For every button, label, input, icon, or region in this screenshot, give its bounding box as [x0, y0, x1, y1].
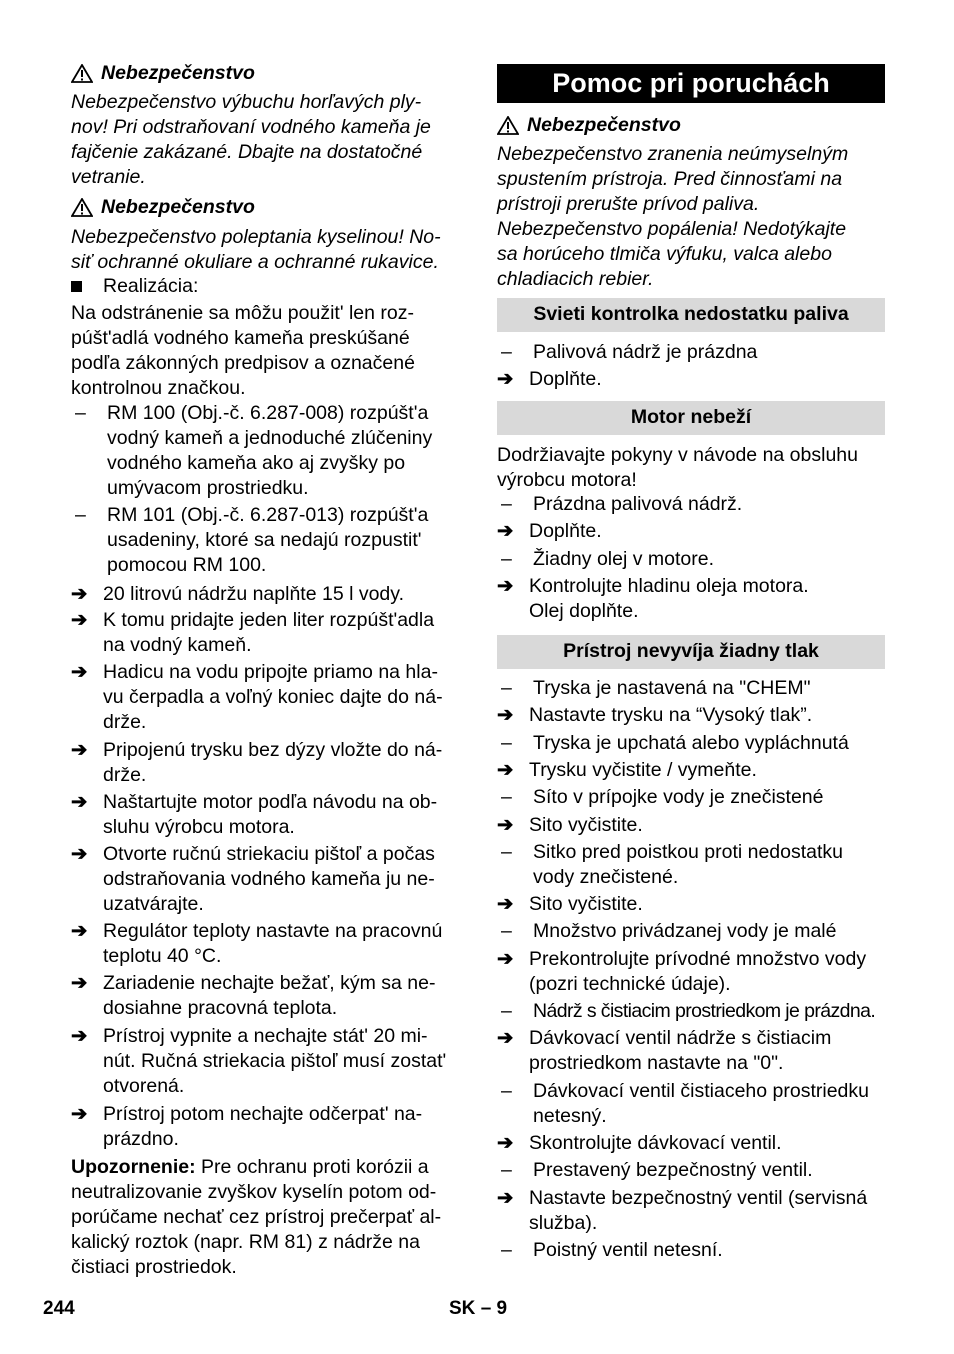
dash-bullet: –	[501, 1080, 512, 1102]
text-line: Skontrolujte dávkovací ventil.	[529, 1132, 782, 1154]
text-line: odstraňovania vodného kameňa ju ne-	[103, 868, 435, 890]
text-line: Nebezpečenstvo zranenia neúmyselným	[497, 143, 849, 165]
dash-bullet: –	[501, 1159, 512, 1181]
warning-title: Nebezpečenstvo	[101, 196, 255, 218]
arrow-list-item	[497, 574, 885, 624]
arrow-icon: ➔	[71, 661, 88, 683]
list-item-text	[533, 1079, 885, 1129]
text-line: nov! Pri odstraňovaní vodného kameňa je	[71, 116, 431, 138]
text-line: pomocou RM 100.	[107, 554, 267, 576]
text-line: Naštartujte motor podľa návodu na ob-	[103, 791, 438, 813]
list-item-text	[529, 367, 885, 392]
text-line: Dávkovací ventil čistiaceho prostriedku	[533, 1080, 869, 1102]
list-item-text	[107, 401, 461, 501]
arrow-icon: ➔	[497, 814, 514, 836]
list-item-text	[103, 790, 461, 840]
arrow-list-item	[71, 790, 461, 840]
dash-bullet: –	[75, 402, 86, 424]
section-intro-motor	[497, 443, 885, 493]
footer-lang-page	[449, 1296, 507, 1321]
list-item-text	[533, 1238, 885, 1263]
list-item-text	[103, 738, 461, 788]
list-item-text	[533, 840, 885, 890]
text-line: Hadicu na vodu pripojte priamo na hla-	[103, 661, 438, 683]
text-line: Nastavte bezpečnostný ventil (servisná	[529, 1187, 868, 1209]
dash-list-item	[497, 785, 885, 810]
arrow-list-item	[497, 1186, 885, 1236]
language-code: SK	[449, 1298, 476, 1319]
text-line: Prístroj vypnite a nechajte stát' 20 mi-	[103, 1025, 428, 1047]
warning-text-acid	[71, 225, 461, 275]
list-item-text	[529, 947, 885, 997]
arrow-icon: ➔	[71, 609, 88, 631]
text-line: kalický roztok (napr. RM 81) z nádrže na	[71, 1231, 420, 1253]
section-heading-pressure: Prístroj nevyvíja žiadny tlak	[497, 635, 885, 669]
dash-bullet: –	[501, 548, 512, 570]
text-line: vodný kameň a jednoduché zlúčeniny	[107, 427, 433, 449]
list-item-text	[529, 1026, 885, 1076]
section-heading-motor: Motor nebeží	[497, 401, 885, 435]
text-line: Prestavený bezpečnostný ventil.	[533, 1159, 813, 1181]
list-item-text	[107, 503, 461, 578]
warning-triangle-icon	[71, 64, 93, 83]
list-item-text	[533, 731, 885, 756]
list-item-text	[533, 676, 885, 701]
list-item-text	[103, 919, 461, 969]
text-line: porúčame nechať cez prístroj prečerpať al-	[71, 1206, 442, 1228]
arrow-list-item	[71, 919, 461, 969]
realization-intro	[71, 301, 461, 401]
local-page-number: 9	[496, 1298, 508, 1319]
dash-bullet: –	[501, 341, 512, 363]
text-line: Doplňte.	[529, 368, 602, 390]
section-heading-fuel-light: Svieti kontrolka nedostatku paliva	[497, 298, 885, 332]
arrow-list-item	[497, 367, 885, 392]
arrow-list-item	[71, 1024, 461, 1099]
text-line: RM 101 (Obj.-č. 6.287-013) rozpúšt'a	[107, 504, 429, 526]
text-line: púšt'adlá vodného kameňa preskúšané	[71, 327, 410, 349]
dash-list-item	[497, 340, 885, 365]
text-line: 20 litrovú nádržu naplňte 15 l vody.	[103, 583, 404, 605]
arrow-list-item	[71, 971, 461, 1021]
text-line: Na odstránenie sa môžu použit' len roz-	[71, 302, 414, 324]
arrow-icon: ➔	[71, 920, 88, 942]
text-line: siť ochranné okuliare a ochranné rukavice.	[71, 251, 439, 273]
text-line: Prázdna palivová nádrž.	[533, 493, 743, 515]
arrow-list-item	[497, 947, 885, 997]
text-line: Regulátor teploty nastavte na pracovnú	[103, 920, 443, 942]
text-line: sluhu výrobcu motora.	[103, 816, 295, 838]
dash-list-item	[497, 999, 885, 1024]
text-line: drže.	[103, 711, 147, 733]
text-line: Tryska je upchatá alebo vypláchnutá	[533, 732, 849, 754]
dash-list-item	[497, 492, 885, 517]
arrow-icon: ➔	[497, 575, 514, 597]
text-line: Olej doplňte.	[529, 600, 639, 622]
list-item-text	[533, 919, 885, 944]
list-item-text	[103, 842, 461, 917]
text-line: fajčenie zakázané. Dbajte na dostatočné	[71, 141, 423, 163]
arrow-list-item	[497, 892, 885, 917]
separator: –	[480, 1298, 492, 1319]
dash-list-item	[497, 1238, 885, 1263]
warning-triangle-icon	[71, 198, 93, 217]
text-line: vu čerpadla a voľný koniec dajte do ná-	[103, 686, 443, 708]
text-line: Zariadenie nechajte bežať, kým sa ne-	[103, 972, 436, 994]
dash-list-item	[497, 840, 885, 890]
list-item-text	[529, 703, 885, 728]
text-line: Prístroj potom nechajte odčerpat' na-	[103, 1103, 423, 1125]
text-line: Sito vyčistite.	[529, 814, 643, 836]
text-line: prázdno.	[103, 1128, 179, 1150]
text-line: kontrolnou značkou.	[71, 377, 246, 399]
list-item-text	[533, 340, 885, 365]
dash-list-item	[497, 676, 885, 701]
text-line: výrobcu motora!	[497, 469, 637, 491]
warning-text-explosion	[71, 90, 461, 190]
arrow-icon: ➔	[497, 1027, 514, 1049]
text-line: Žiadny olej v motore.	[533, 548, 714, 570]
list-item-text	[533, 999, 885, 1024]
warning-triangle-icon	[497, 116, 519, 135]
dash-bullet: –	[501, 920, 512, 942]
dash-list-item	[497, 547, 885, 572]
dash-list-item	[497, 1079, 885, 1129]
warning-heading-acid	[71, 195, 461, 220]
square-bullet-icon	[71, 274, 103, 299]
list-item-text	[103, 971, 461, 1021]
dash-list-item	[497, 1158, 885, 1183]
text-line: RM 100 (Obj.-č. 6.287-008) rozpúšt'a	[107, 402, 429, 424]
dash-list-item	[497, 919, 885, 944]
dash-list-item	[71, 503, 461, 578]
arrow-icon: ➔	[71, 791, 88, 813]
text-line: spustením prístroja. Pred činnosťami na	[497, 168, 843, 190]
text-line: teplotu 40 °C.	[103, 945, 222, 967]
text-line: služba).	[529, 1212, 598, 1234]
text-line: neutralizovanie zvyškov kyselín potom od-	[71, 1181, 437, 1203]
arrow-icon: ➔	[497, 368, 514, 390]
text-line: Nastavte trysku na “Vysoký tlak”.	[529, 704, 813, 726]
text-line: dosiahne pracovná teplota.	[103, 997, 338, 1019]
list-item-text	[533, 1158, 885, 1183]
text-line: K tomu pridajte jeden liter rozpúšt'adla	[103, 609, 435, 631]
arrow-list-item	[71, 660, 461, 735]
list-item-text	[529, 574, 885, 624]
arrow-list-item	[71, 842, 461, 917]
arrow-icon: ➔	[71, 739, 88, 761]
arrow-icon: ➔	[497, 704, 514, 726]
text-line: Množstvo privádzanej vody je malé	[533, 920, 837, 942]
warning-text-injury	[497, 142, 885, 292]
text-line: uzatvárajte.	[103, 893, 204, 915]
text-line: Dodržiavajte pokyny v návode na obsluhu	[497, 444, 858, 466]
list-item-text	[103, 1102, 461, 1152]
text-line: Nebezpečenstvo popálenia! Nedotýkajte	[497, 218, 847, 240]
text-line: Dávkovací ventil nádrže s čistiacim	[529, 1027, 832, 1049]
text-line: vetranie.	[71, 166, 146, 188]
dash-list-item	[497, 731, 885, 756]
dash-bullet: –	[501, 732, 512, 754]
warning-heading-injury	[497, 113, 885, 138]
arrow-icon: ➔	[71, 1103, 88, 1125]
text-line: podľa zákonných predpisov a označené	[71, 352, 415, 374]
arrow-icon: ➔	[71, 972, 88, 994]
warning-heading-explosion	[71, 61, 461, 86]
text-line: prístroji prerušte prívod paliva.	[497, 193, 760, 215]
list-item-text	[533, 785, 885, 810]
text-line: Sito vyčistite.	[529, 893, 643, 915]
arrow-list-item	[71, 582, 461, 607]
text-line: vody znečistené.	[533, 866, 679, 888]
list-item-text	[529, 1186, 885, 1236]
text-line: otvorená.	[103, 1075, 185, 1097]
text-line: drže.	[103, 764, 147, 786]
dash-bullet: –	[75, 504, 86, 526]
text-line: netesný.	[533, 1105, 607, 1127]
text-line: Nádrž s čistiacim prostriedkom je prázdna.	[533, 1000, 876, 1022]
arrow-list-item	[497, 1026, 885, 1076]
text-line: Kontrolujte hladinu oleja motora.	[529, 575, 809, 597]
arrow-icon: ➔	[497, 1187, 514, 1209]
arrow-list-item	[497, 758, 885, 783]
arrow-list-item	[71, 608, 461, 658]
text-line: Otvorte ručnú striekaciu pištoľ a počas	[103, 843, 435, 865]
text-line: chladiacich rebier.	[497, 268, 654, 290]
text-line: vodného kameňa ako aj zvyšky po	[107, 452, 406, 474]
text-line: Nebezpečenstvo poleptania kyselinou! No-	[71, 226, 441, 248]
text-line: Sitko pred poistkou proti nedostatku	[533, 841, 844, 863]
list-item-text	[529, 758, 885, 783]
text-line: Prekontrolujte prívodné množstvo vody	[529, 948, 867, 970]
text-line: na vodný kameň.	[103, 634, 252, 656]
list-item-text	[533, 492, 885, 517]
arrow-icon: ➔	[71, 1025, 88, 1047]
arrow-list-item	[71, 738, 461, 788]
text-line: Nebezpečenstvo výbuchu horľavých ply-	[71, 91, 422, 113]
dash-bullet: –	[501, 677, 512, 699]
dash-bullet: –	[501, 1000, 512, 1022]
warning-title: Nebezpečenstvo	[101, 62, 255, 84]
text-line: Síto v prípojke vody je znečistené	[533, 786, 824, 808]
arrow-list-item	[497, 703, 885, 728]
text-line: Tryska je nastavená na "CHEM"	[533, 677, 811, 699]
list-item-text	[529, 813, 885, 838]
arrow-icon: ➔	[71, 843, 88, 865]
text-line: Trysku vyčistite / vymeňte.	[529, 759, 757, 781]
list-item-text	[529, 519, 885, 544]
text-line: Poistný ventil netesní.	[533, 1239, 723, 1261]
dash-bullet: –	[501, 841, 512, 863]
note-paragraph	[71, 1155, 461, 1280]
dash-bullet: –	[501, 1239, 512, 1261]
list-item-text	[103, 1024, 461, 1099]
arrow-list-item	[497, 519, 885, 544]
text-line: Pripojenú trysku bez dýzy vložte do ná-	[103, 739, 443, 761]
arrow-icon: ➔	[497, 948, 514, 970]
arrow-icon: ➔	[497, 893, 514, 915]
text-line: prostriedkom nastavte na "0".	[529, 1052, 784, 1074]
list-item-text	[529, 1131, 885, 1156]
dash-bullet: –	[501, 493, 512, 515]
arrow-list-item	[497, 813, 885, 838]
page-title: Pomoc pri poruchách	[497, 64, 885, 103]
text-line: sa horúceho tlmiča výfuku, valca alebo	[497, 243, 832, 265]
list-item-text	[103, 660, 461, 735]
arrow-list-item	[71, 1102, 461, 1152]
text-line: umývacom prostriedku.	[107, 477, 309, 499]
arrow-icon: ➔	[497, 520, 514, 542]
list-item-text	[103, 582, 461, 607]
list-item-text	[529, 892, 885, 917]
warning-title: Nebezpečenstvo	[527, 114, 681, 136]
arrow-icon: ➔	[497, 1132, 514, 1154]
realization-heading: Realizácia:	[71, 274, 461, 299]
dash-list-item	[71, 401, 461, 501]
text-line: usadeniny, ktoré sa nedajú rozpustit'	[107, 529, 422, 551]
arrow-list-item	[497, 1131, 885, 1156]
list-item-text	[533, 547, 885, 572]
dash-bullet: –	[501, 786, 512, 808]
list-item-text	[103, 608, 461, 658]
text-line: Palivová nádrž je prázdna	[533, 341, 758, 363]
text-line: čistiaci prostriedok.	[71, 1256, 237, 1278]
note-label: Upozornenie:	[71, 1156, 196, 1178]
text-line: Upozornenie: Pre ochranu proti korózii a	[71, 1156, 429, 1178]
page-number: 244	[43, 1298, 75, 1319]
text-line: (pozri technické údaje).	[529, 973, 731, 995]
arrow-icon: ➔	[71, 583, 88, 605]
text-line: nút. Ručná striekacia pištoľ musí zostat'	[103, 1050, 447, 1072]
text-line: Doplňte.	[529, 520, 602, 542]
arrow-icon: ➔	[497, 759, 514, 781]
